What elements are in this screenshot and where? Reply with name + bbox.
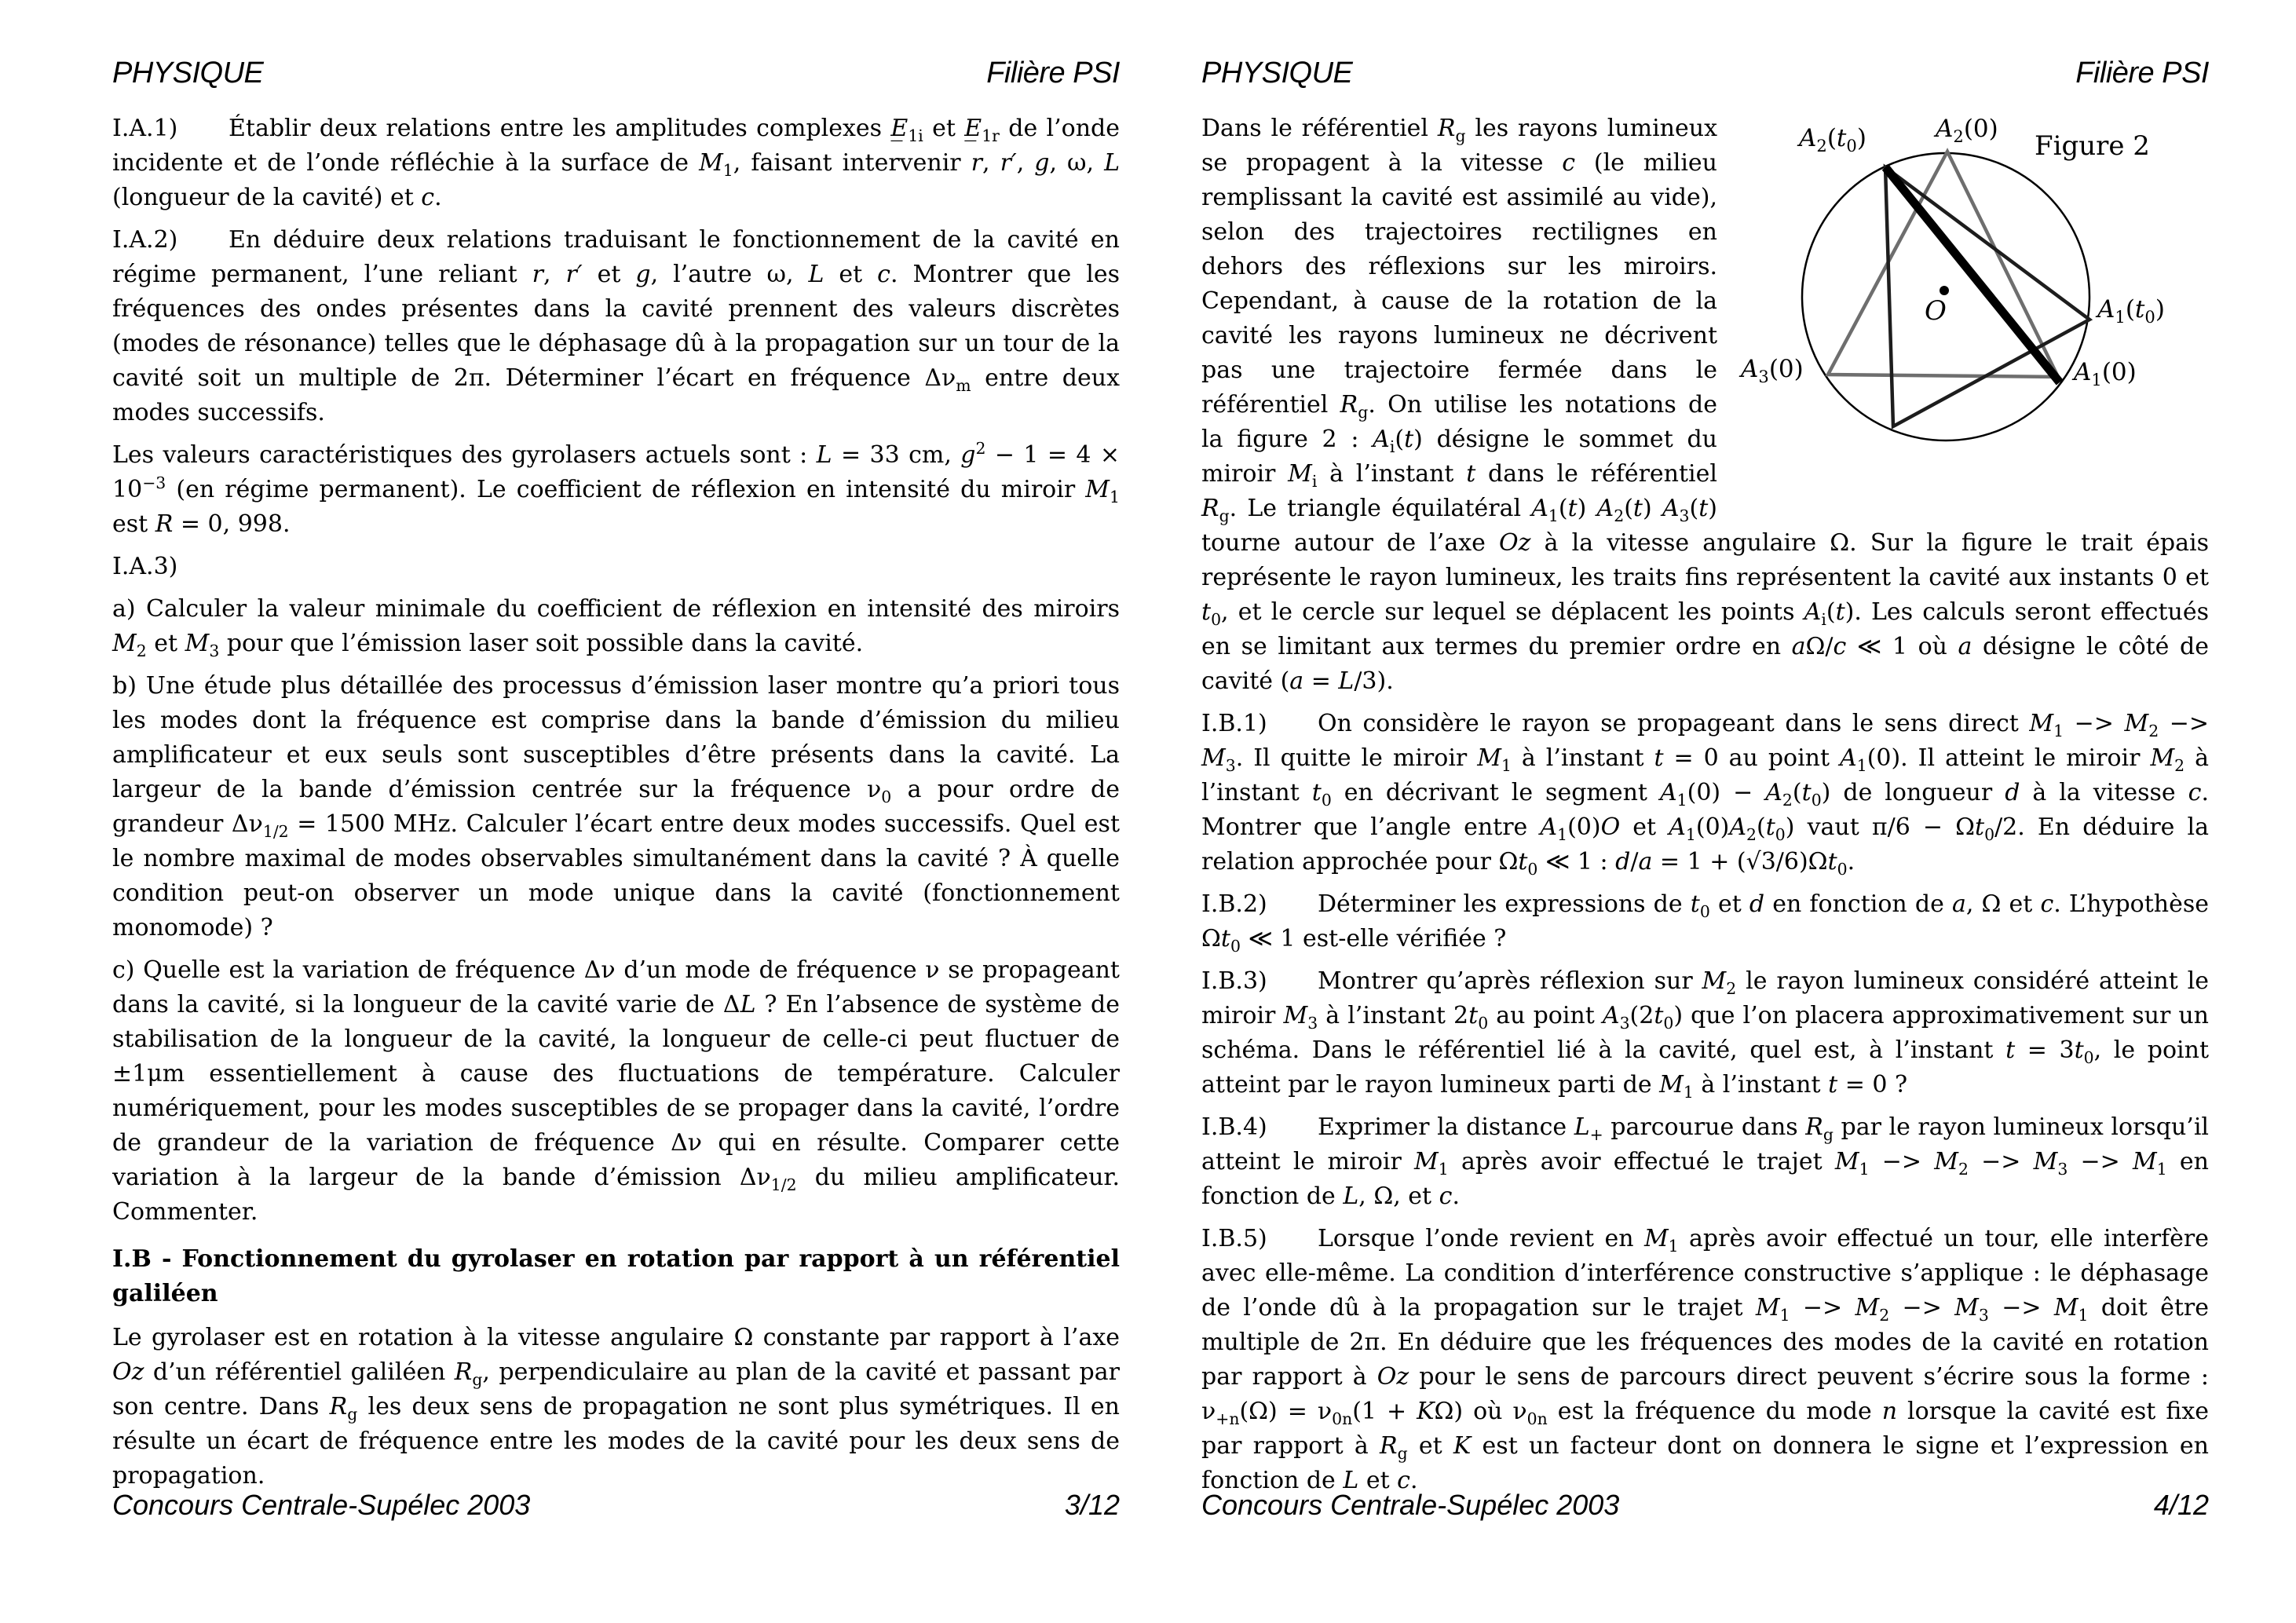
page-body (1201, 111, 2209, 1498)
page-number: 4/12 (2153, 1489, 2209, 1521)
question-paragraph (1201, 707, 2209, 879)
exam-title: Concours Centrale-Supélec 2003 (112, 1489, 531, 1521)
question-paragraph (112, 223, 1120, 430)
question-paragraph (1201, 964, 2209, 1102)
paragraph-text: Exprimer la distance $L_+$ parcourue dans $R_g$ par le rayon lumineux lorsqu’il atteint le miroir $M_1$ après avoir effectué le trajet $M_1 -> M_2 -> M_3 -> M_1$ en fonction de L, Ω, et c. (1201, 1113, 2210, 1210)
paragraph-text: c) Quelle est la variation de fréquence Δν d’un mode de fréquence ν se propageant dans la cavité, si la longueur de la cavité varie de ΔL ? En l’absence de système de stabilisation de la longueur de la cavité, la longueur de celle-ci peut fluctuer de ±1μm essentiellement à cause des fluctuations de température. Calculer numériquement, pour les modes susceptibles de se propager dans la cavité, l’ordre de grandeur de la variation de fréquence Δν qui en résulte. Comparer cette variation à la largeur de la bande d’émission $\Delta\nu_{1/2}$ du milieu amplificateur. Commenter. (112, 956, 1121, 1226)
paragraph-text: Les valeurs caractéristiques des gyrolasers actuels sont : L = 33 cm, $g^2 - 1 = 4 \times 10^{-3}$ (en régime permanent). Le coefficient de réflexion en intensité du miroir $M_1$ est R = 0, 998. (112, 439, 1120, 538)
question-number: I.A.2) (112, 226, 178, 254)
subject-title: PHYSIQUE (1201, 57, 1353, 90)
figure-caption: Figure 2 (2035, 130, 2150, 162)
question-number: I.B.3) (1201, 967, 1267, 995)
track-label: Filière PSI (986, 57, 1120, 90)
question-number: I.B.1) (1201, 710, 1267, 737)
question-number: I.B.5) (1201, 1225, 1267, 1252)
question-paragraph (1201, 887, 2209, 956)
paragraph-text: a) Calculer la valeur minimale du coefficient de réflexion en intensité des miroirs $M_2$ et $M_3$ pour que l’émission laser soit possible dans la cavité. (112, 595, 1120, 660)
paragraph (112, 953, 1120, 1230)
question-paragraph (112, 550, 1120, 584)
page-footer (1201, 1489, 2209, 1522)
center-dot (1940, 286, 1949, 295)
question-number: I.B.2) (1201, 890, 1267, 918)
paragraph-text: Établir deux relations entre les amplitudes complexes $E̲_{1i}$ et $E̲_{1r}$ de l’onde incidente et de l’onde réfléchie à la surface de $M_1$, faisant intervenir r, r′, g, ω, L (longueur de la cavité) et c. (112, 115, 1120, 211)
question-number: I.A.3) (112, 553, 178, 580)
question-number: I.A.1) (112, 115, 178, 142)
page-header (1201, 57, 2209, 90)
paragraph-text: Montrer qu’après réflexion sur $M_2$ le rayon lumineux considéré atteint le miroir $M_3$ à l’instant $2t_0$ au point $A_3(2t_0)$ que l’on placera approximativement sur un schéma. Dans le référentiel lié à la cavité, quel est, à l’instant $t = 3t_0$, le point atteint par le rayon lumineux parti de $M_1$ à l’instant t = 0 ? (1201, 967, 2210, 1102)
page-body (112, 111, 1120, 1493)
track-label: Filière PSI (2075, 57, 2209, 90)
figure-2 (1738, 111, 2209, 498)
paragraph-text: Déterminer les expressions de $t_0$ et d en fonction de a, Ω et c. L’hypothèse $\Omega t_0$ ≪ 1 est-elle vérifiée ? (1201, 890, 2210, 956)
paragraph-text: Dans le référentiel $R_g$ les rayons lumineux se propagent à la vitesse c (le milieu remplissant la cavité est assimilé au vide), selon des trajectoires rectilignes en dehors des réflexions sur les miroirs. Cependant, à cause de la rotation de la cavité les rayons lumineux ne décrivent pas une trajectoire fermée dans le référentiel $R_g$. On utilise les notations de la figure 2 : $A_i(t)$ désigne le sommet du miroir $M_i$ à l’instant t dans le référentiel $R_g$. Le triangle équilatéral $A_1(t)$ $A_2(t)$ $A_3(t)$ tourne autour de l’axe Oz à la vitesse angulaire Ω. Sur la figure le trait épais représente le rayon lumineux, les traits fins représentent la cavité aux instants 0 et $t_0$, et le cercle sur lequel se déplacent les points $A_i(t)$. Les calculs seront effectués en se limitant aux termes du premier ordre en aΩ/c ≪ 1 où a désigne le côté de cavité (a = L/3). (1201, 115, 2209, 695)
paragraph-text: On considère le rayon se propageant dans le sens direct $M_1 -> M_2 -> M_3$. Il quitte le miroir $M_1$ à l’instant t = 0 au point $A_1(0)$. Il atteint le miroir $M_2$ à l’instant $t_0$ en décrivant le segment $A_1(0) - A_2(t_0)$ de longueur d à la vitesse c. Montrer que l’angle entre $A_1(0)O$ et $A_1(0)A_2(t_0)$ vaut $\pi/6 - \Omega t_0/2$. En déduire la relation approchée pour $\Omega t_0$ ≪ 1 : $d/a = 1 + (√3/6)\Omega t_0$. (1201, 710, 2209, 879)
page-footer (112, 1489, 1120, 1522)
vertex-label: $A_2(0)$ (1936, 115, 1998, 147)
paragraph (112, 1321, 1120, 1493)
page-number: 3/12 (1064, 1489, 1120, 1521)
page-header (112, 57, 1120, 90)
paragraph-text: En déduire deux relations traduisant le fonctionnement de la cavité en régime permanent, l’une reliant r, r′ et g, l’autre ω, L et c. Montrer que les fréquences des ondes présentes dans la cavité prennent des valeurs discrètes (modes de résonance) telles que le déphasage dû à la propagation sur un tour de la cavité soit un multiple de 2π. Déterminer l’écart en fréquence $\Delta\nu_m$ entre deux modes successifs. (112, 226, 1120, 426)
vertex-label: $A_1(t_0)$ (2097, 295, 2165, 327)
exam-title: Concours Centrale-Supélec 2003 (1201, 1489, 1620, 1521)
question-paragraph (1201, 1222, 2209, 1498)
vertex-label: $A_2(t_0)$ (1799, 124, 1866, 156)
paragraph (112, 669, 1120, 945)
question-paragraph (1201, 1110, 2209, 1214)
question-number: I.B.4) (1201, 1113, 1267, 1141)
paragraph-text: I.B - Fonctionnement du gyrolaser en rotation par rapport à un référentiel galiléen (112, 1245, 1120, 1307)
page-3 (112, 0, 1120, 1623)
vertex-label: $A_3(0)$ (1741, 355, 1804, 387)
vertex-label: O (1925, 295, 1947, 327)
paragraph-text: Le gyrolaser est en rotation à la vitesse angulaire Ω constante par rapport à l’axe Oz d’un référentiel galiléen $R_g$, perpendiculaire au plan de la cavité et passant par son centre. Dans $R_g$ les deux sens de propagation ne sont plus symétriques. Il en résulte un écart de fréquence entre les modes de la cavité pour les deux sens de propagation. (112, 1324, 1120, 1490)
vertex-label: $A_1(0)$ (2074, 358, 2137, 390)
paragraph (112, 438, 1120, 542)
paragraph (112, 592, 1120, 661)
page-4 (1201, 0, 2209, 1623)
paragraph-text: Lorsque l’onde revient en $M_1$ après avoir effectué un tour, elle interfère avec elle-même. La condition d’interférence constructive s’applique : le déphasage de l’onde dû à la propagation sur le trajet $M_1 -> M_2 -> M_3 -> M_1$ doit être multiple de 2π. En déduire que les fréquences des modes de la cavité en rotation par rapport à Oz pour le sens de parcours direct peuvent s’écrire sous la forme : $\nu_{+n}(\Omega) = \nu_{0n}(1 + K\Omega)$ où $\nu_{0n}$ est la fréquence du mode n lorsque la cavité est fixe par rapport à $R_g$ et K est un facteur dont on donnera le signe et l’expression en fonction de L et c. (1201, 1225, 2210, 1494)
question-paragraph (112, 111, 1120, 215)
section-heading (112, 1242, 1120, 1311)
paragraph-text: b) Une étude plus détaillée des processus d’émission laser montre qu’a priori tous les modes dont la fréquence est comprise dans la bande d’émission du milieu amplificateur et eux seuls sont susceptibles d’être présents dans la cavité. La largeur de la bande d’émission centrée sur la fréquence $\nu_0$ a pour ordre de grandeur $\Delta\nu_{1/2} = 1500$ MHz. Calculer l’écart entre deux modes successifs. Quel est le nombre maximal de modes observables simultanément dans la cavité ? À quelle condition peut-on observer un mode unique dans la cavité (fonctionnement monomode) ? (112, 672, 1120, 941)
subject-title: PHYSIQUE (112, 57, 264, 90)
